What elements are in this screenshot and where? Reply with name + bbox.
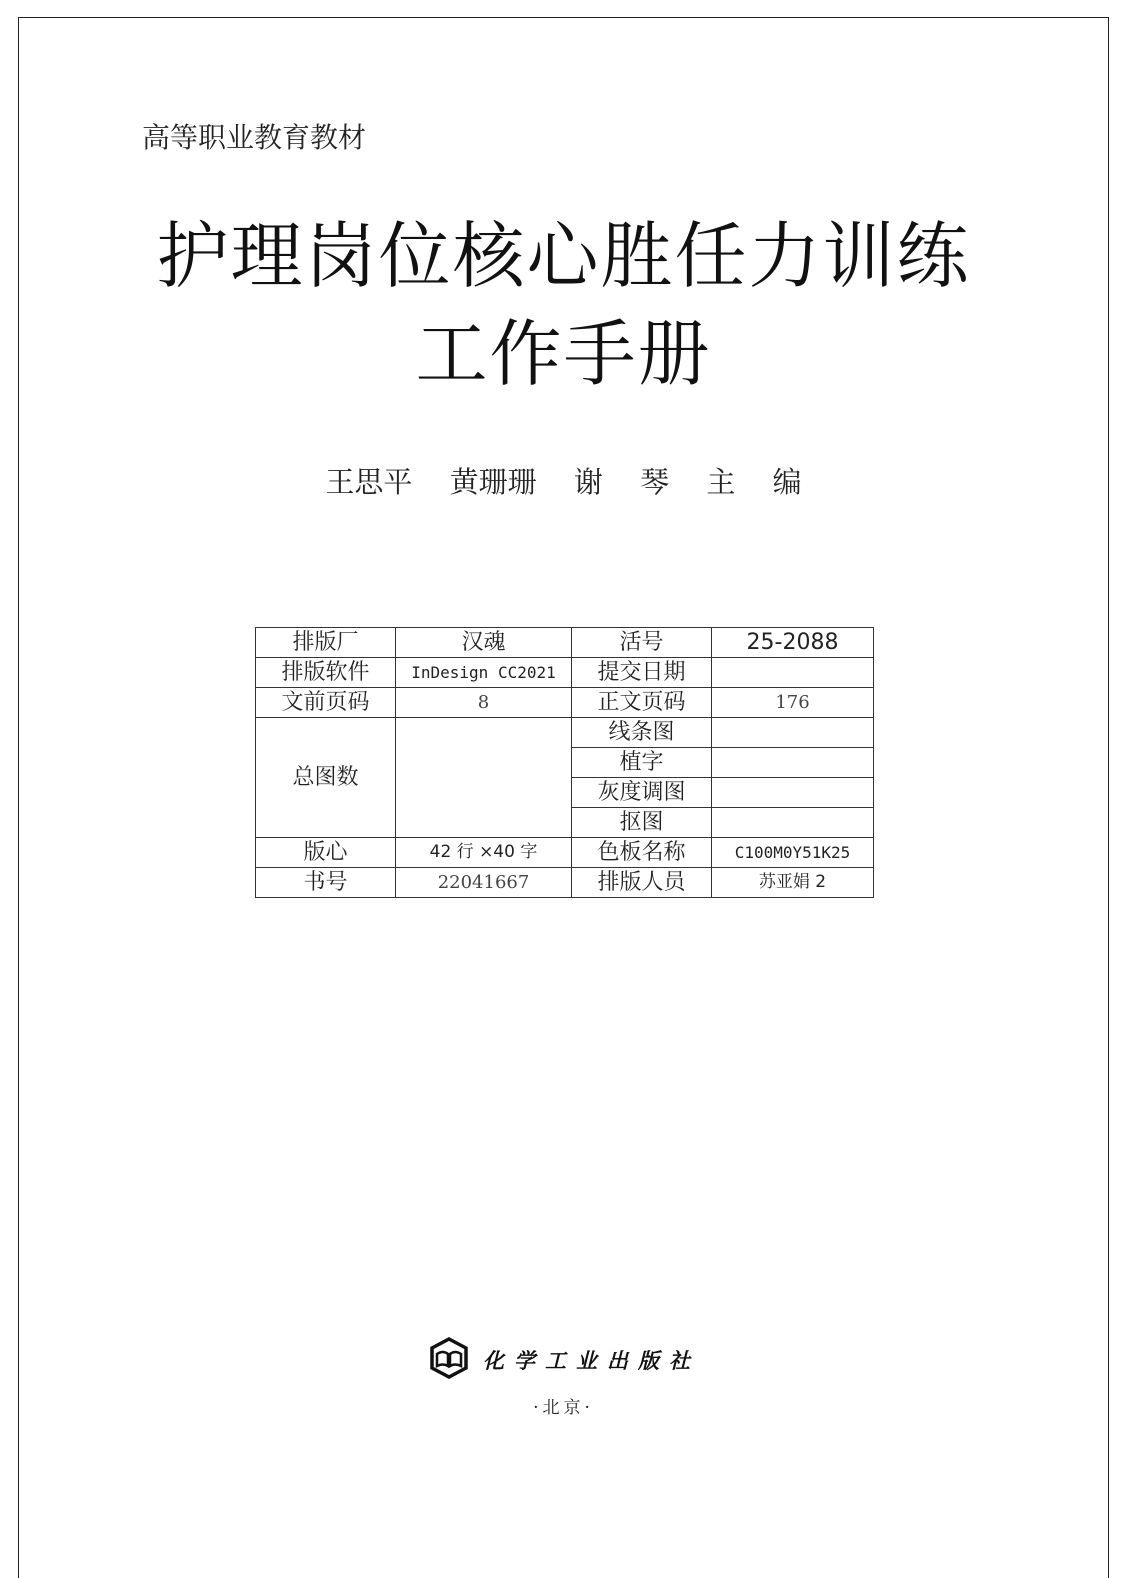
table-cell: 汉魂 bbox=[396, 628, 572, 658]
series-label: 高等职业教育教材 bbox=[142, 121, 367, 154]
book-title-line1: 护理岗位核心胜任力训练 bbox=[156, 214, 971, 298]
table-cell: 苏亚娟 2 bbox=[712, 868, 874, 898]
table-cell: 线条图 bbox=[572, 718, 712, 748]
editor-role: 编 bbox=[772, 465, 802, 499]
table-cell: 排版软件 bbox=[256, 658, 396, 688]
table-cell bbox=[712, 808, 874, 838]
table-cell: 22041667 bbox=[396, 868, 572, 898]
table-cell: 活号 bbox=[572, 628, 712, 658]
table-cell: 42 行 ×40 字 bbox=[396, 838, 572, 868]
book-logo-icon bbox=[427, 1336, 471, 1384]
table-cell: C100M0Y51K25 bbox=[712, 838, 874, 868]
table-row bbox=[256, 838, 874, 868]
table-cell: 排版人员 bbox=[572, 868, 712, 898]
table-cell: 25-2088 bbox=[712, 628, 874, 658]
editor-name: 王思平 bbox=[325, 465, 413, 499]
editors-line bbox=[0, 460, 1127, 501]
table-cell: 总图数 bbox=[256, 718, 396, 838]
book-title-line2: 工作手册 bbox=[415, 312, 712, 396]
table-cell bbox=[712, 658, 874, 688]
editor-name: 黄珊珊 bbox=[449, 465, 537, 499]
table-row bbox=[256, 658, 874, 688]
publisher-city: ·北京· bbox=[533, 1398, 594, 1418]
table-cell: 文前页码 bbox=[256, 688, 396, 718]
editor-role: 主 bbox=[706, 465, 736, 499]
table-cell bbox=[712, 718, 874, 748]
table-cell: 植字 bbox=[572, 748, 712, 778]
table-cell: 色板名称 bbox=[572, 838, 712, 868]
table-cell: 抠图 bbox=[572, 808, 712, 838]
publisher-block bbox=[0, 1336, 1127, 1384]
publisher-name: 化学工业出版社 bbox=[483, 1348, 700, 1373]
editor-name: 谢 bbox=[573, 465, 603, 499]
table-cell: 正文页码 bbox=[572, 688, 712, 718]
table-cell: 176 bbox=[712, 688, 874, 718]
typesetting-spec-table bbox=[255, 627, 874, 898]
table-cell: 8 bbox=[396, 688, 572, 718]
table-cell: InDesign CC2021 bbox=[396, 658, 572, 688]
table-cell: 排版厂 bbox=[256, 628, 396, 658]
table-row bbox=[256, 868, 874, 898]
table-cell: 提交日期 bbox=[572, 658, 712, 688]
editor-name: 琴 bbox=[640, 465, 670, 499]
table-cell bbox=[712, 778, 874, 808]
table-cell: 版心 bbox=[256, 838, 396, 868]
table-cell: 书号 bbox=[256, 868, 396, 898]
table-row bbox=[256, 688, 874, 718]
table-cell bbox=[712, 748, 874, 778]
table-row bbox=[256, 628, 874, 658]
table-cell: 灰度调图 bbox=[572, 778, 712, 808]
table-row bbox=[256, 718, 874, 748]
table-cell bbox=[396, 718, 572, 838]
